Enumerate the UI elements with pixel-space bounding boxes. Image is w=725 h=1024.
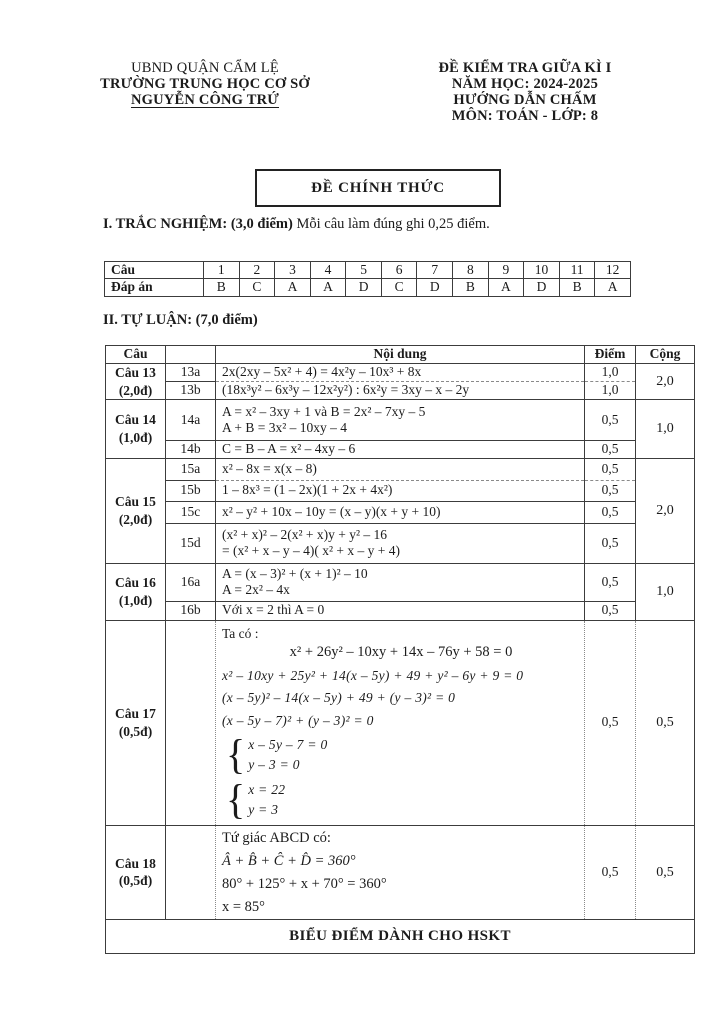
- table-row: [106, 825, 695, 919]
- table-row: [106, 601, 695, 620]
- answer-15a: [216, 458, 585, 480]
- mcq-answer-row: [105, 279, 631, 296]
- answer-15c: [216, 501, 585, 523]
- question-number: Câu 15: [115, 494, 156, 510]
- subtotal-13: 2,0: [636, 364, 695, 400]
- points-15c: 0,5: [585, 501, 636, 523]
- mcq-number: 8: [453, 262, 489, 279]
- header-left-block: [86, 60, 324, 108]
- math-line: A + B = 3x² – 10xy – 4: [222, 420, 348, 436]
- points-16b: 0,5: [585, 601, 636, 620]
- math-line: 80° + 125° + x + 70° = 360°: [222, 875, 387, 892]
- grading-guide-label: HƯỚNG DẪN CHẤM: [453, 92, 597, 108]
- mcq-answer: A: [595, 279, 631, 296]
- math-line: x² – y² + 10x – 10y = (x – y)(x + y + 10): [222, 503, 441, 519]
- math-line: x – 5y – 7 = 0: [248, 737, 328, 753]
- math-line: A = x² – 3xy + 1 và B = 2x² – 7xy – 5: [222, 403, 426, 419]
- col-header-sub: [166, 346, 216, 364]
- mcq-answer: D: [346, 279, 382, 296]
- subtotal-18: 0,5: [636, 825, 695, 919]
- table-row: [106, 523, 695, 563]
- sub-id-15b: 15b: [166, 480, 216, 501]
- math-line: A = 2x² – 4x: [222, 582, 290, 598]
- question-score: (1,0đ): [118, 429, 153, 445]
- points-14b: 0,5: [585, 441, 636, 458]
- table-row: [106, 501, 695, 523]
- answer-14b: [216, 441, 585, 458]
- table-row: [106, 364, 695, 382]
- sub-id-15c: 15c: [166, 501, 216, 523]
- essay-header-row: [106, 346, 695, 364]
- points-18: 0,5: [585, 825, 636, 919]
- answer-16b: [216, 601, 585, 620]
- sub-id-13a: 13a: [166, 364, 216, 382]
- mcq-number: 10: [524, 262, 560, 279]
- question-score: (2,0đ): [118, 511, 153, 527]
- mcq-row-label: Đáp án: [105, 279, 204, 296]
- question-13-label: [106, 364, 166, 400]
- header-right-block: [418, 60, 632, 124]
- mcq-answer: C: [239, 279, 275, 296]
- points-15a: 0,5: [585, 458, 636, 480]
- mcq-number: 3: [275, 262, 311, 279]
- mcq-answer: A: [275, 279, 311, 296]
- math-line: = (x² + x – y – 4)( x² + x – y + 4): [222, 543, 401, 559]
- mcq-number: 4: [310, 262, 346, 279]
- table-footer-row: [106, 919, 695, 953]
- col-header-cau: Câu: [106, 346, 166, 364]
- answer-17: [216, 620, 585, 825]
- mcq-answer: D: [417, 279, 453, 296]
- question-score: (2,0đ): [118, 382, 153, 398]
- equation-system: [226, 731, 580, 779]
- math-line: C = B – A = x² – 4xy – 6: [222, 441, 356, 457]
- equation-system: [226, 776, 580, 824]
- col-header-cong: Cộng: [636, 346, 695, 364]
- mcq-number: 12: [595, 262, 631, 279]
- question-14-label: [106, 400, 166, 458]
- math-line: 1 – 8x³ = (1 – 2x)(1 + 2x + 4x²): [222, 482, 393, 498]
- header-school-line: TRƯỜNG TRUNG HỌC CƠ SỞ: [100, 76, 310, 92]
- math-line: (x – 5y – 7)² + (y – 3)² = 0: [222, 712, 374, 728]
- math-line: (x – 5y)² – 14(x – 5y) + 49 + (y – 3)² = 0: [222, 690, 456, 706]
- question-number: Câu 16: [115, 575, 156, 591]
- mcq-row-label: Câu: [105, 262, 204, 279]
- mcq-number: 5: [346, 262, 382, 279]
- points-15d: 0,5: [585, 523, 636, 563]
- header-school-name: NGUYỄN CÔNG TRỨ: [130, 92, 279, 108]
- subtotal-16: 1,0: [636, 563, 695, 620]
- question-16-label: [106, 563, 166, 620]
- mcq-answer: B: [453, 279, 489, 296]
- answer-18: [216, 825, 585, 919]
- question-number: Câu 17: [115, 706, 156, 722]
- brace-glyph: {: [226, 731, 246, 779]
- subject-grade: MÔN: TOÁN - LỚP: 8: [451, 108, 599, 124]
- hskt-score-note: BIỂU ĐIỂM DÀNH CHO HSKT: [106, 919, 695, 953]
- answer-15b: [216, 480, 585, 501]
- question-number: Câu 13: [115, 365, 156, 380]
- solution-intro: Ta có :: [222, 625, 259, 641]
- col-header-diem: Điểm: [585, 346, 636, 364]
- math-line: x = 22: [248, 782, 286, 798]
- mcq-number: 1: [204, 262, 240, 279]
- mcq-number: 7: [417, 262, 453, 279]
- question-score: (0,5đ): [118, 873, 153, 889]
- school-year: NĂM HỌC: 2024-2025: [451, 76, 599, 92]
- answer-15d: [216, 523, 585, 563]
- sub-id-15d: 15d: [166, 523, 216, 563]
- sub-id-17: [166, 620, 216, 825]
- answer-13a: [216, 364, 585, 382]
- official-exam-stamp-box: ĐỀ CHÍNH THỨC: [255, 169, 501, 207]
- question-18-label: [106, 825, 166, 919]
- mcq-number: 9: [488, 262, 524, 279]
- col-header-noidung: Nội dung: [216, 346, 585, 364]
- system-equations: [248, 780, 285, 820]
- points-17: 0,5: [585, 620, 636, 825]
- solution-intro: Tứ giác ABCD có:: [222, 829, 331, 846]
- answer-13b: [216, 382, 585, 400]
- math-line: y = 3: [248, 802, 279, 818]
- mcq-number: 2: [239, 262, 275, 279]
- table-row: [106, 480, 695, 501]
- multiple-choice-answer-table: [104, 261, 631, 297]
- question-17-label: [106, 620, 166, 825]
- essay-answer-table: [105, 345, 695, 954]
- mcq-answer: A: [488, 279, 524, 296]
- subtotal-14: 1,0: [636, 400, 695, 458]
- points-16a: 0,5: [585, 563, 636, 601]
- points-13b: 1,0: [585, 382, 636, 400]
- subtotal-17: 0,5: [636, 620, 695, 825]
- answer-16a: [216, 563, 585, 601]
- sub-id-14a: 14a: [166, 400, 216, 441]
- table-row: [106, 458, 695, 480]
- points-13a: 1,0: [585, 364, 636, 382]
- question-score: (1,0đ): [118, 592, 153, 608]
- math-line: A = (x – 3)² + (x + 1)² – 10: [222, 565, 368, 581]
- sub-id-16a: 16a: [166, 563, 216, 601]
- sub-id-16b: 16b: [166, 601, 216, 620]
- question-score: (0,5đ): [118, 723, 153, 739]
- brace-glyph: {: [226, 776, 246, 824]
- mcq-answer: A: [310, 279, 346, 296]
- math-line: x² – 10xy + 25y² + 14(x – 5y) + 49 + y² – 6y + 9 = 0: [222, 667, 524, 683]
- exam-title: ĐỀ KIỂM TRA GIỮA KÌ I: [438, 60, 612, 76]
- math-line: x² – 8x = x(x – 8): [222, 460, 317, 476]
- subtotal-15: 2,0: [636, 458, 695, 563]
- answer-14a: [216, 400, 585, 441]
- sub-id-18: [166, 825, 216, 919]
- section-1-note: Mỗi câu làm đúng ghi 0,25 điểm.: [296, 216, 490, 232]
- question-number: Câu 18: [115, 855, 156, 871]
- math-line: Với x = 2 thì A = 0: [222, 602, 325, 618]
- math-line: 2x(2xy – 5x² + 4) = 4x²y – 10x³ + 8x: [222, 364, 422, 380]
- sub-id-15a: 15a: [166, 458, 216, 480]
- mcq-answer: B: [559, 279, 595, 296]
- question-15-label: [106, 458, 166, 563]
- mcq-answer: C: [381, 279, 417, 296]
- table-row: [106, 563, 695, 601]
- section-2-title: II. TỰ LUẬN: (7,0 điểm): [103, 312, 258, 328]
- system-equations: [248, 735, 327, 775]
- mcq-answer: D: [524, 279, 560, 296]
- math-line: (18x³y² – 6x³y – 12x²y²) : 6x²y = 3xy – x – 2y: [222, 382, 470, 398]
- table-row: [106, 400, 695, 441]
- table-row: [106, 382, 695, 400]
- sub-id-14b: 14b: [166, 441, 216, 458]
- mcq-question-row: [105, 262, 631, 279]
- sub-id-13b: 13b: [166, 382, 216, 400]
- mcq-number: 6: [381, 262, 417, 279]
- math-line: (x² + x)² – 2(x² + x)y + y² – 16: [222, 526, 388, 542]
- header-org-line: UBND QUẬN CẨM LỆ: [131, 60, 279, 76]
- section-1-title: I. TRẮC NGHIỆM: (3,0 điểm): [103, 216, 293, 232]
- table-row: [106, 441, 695, 458]
- mcq-number: 11: [559, 262, 595, 279]
- math-line: x² + 26y² – 10xy + 14x – 76y + 58 = 0: [289, 644, 513, 661]
- math-line: Â + B̂ + Ĉ + D̂ = 360°: [222, 852, 356, 869]
- question-number: Câu 14: [115, 412, 156, 428]
- math-line: x = 85°: [222, 898, 265, 915]
- points-14a: 0,5: [585, 400, 636, 441]
- mcq-answer: B: [204, 279, 240, 296]
- section-1-heading: [103, 216, 490, 233]
- math-line: y – 3 = 0: [248, 757, 300, 773]
- table-row: [106, 620, 695, 825]
- points-15b: 0,5: [585, 480, 636, 501]
